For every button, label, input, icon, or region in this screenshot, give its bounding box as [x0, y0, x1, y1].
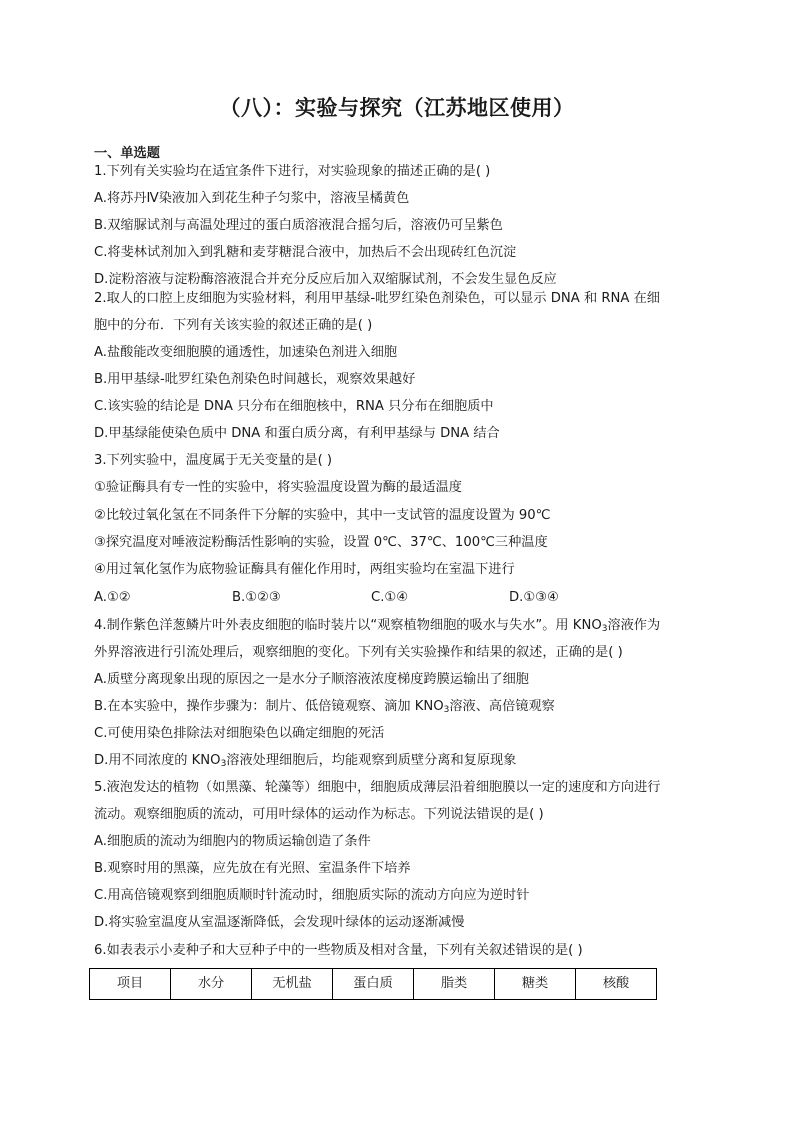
question-3-item-3: ③探究温度对唾液淀粉酶活性影响的实验，设置 0℃、37℃、100℃三种温度	[94, 535, 548, 550]
question-3-option-b: B.①②③	[232, 590, 281, 605]
question-2-stem-line1: 2.取人的口腔上皮细胞为实验材料，利用甲基绿-吡罗红染色剂染色，可以显示 DNA 和 RNA 在细	[94, 291, 660, 306]
question-1-option-b: B.双缩脲试剂与高温处理过的蛋白质溶液混合摇匀后，溶液仍可呈紫色	[94, 218, 503, 233]
question-2-option-d: D.甲基绿能使染色质中 DNA 和蛋白质分离，有利甲基绿与 DNA 结合	[94, 426, 500, 441]
question-5-stem-line2: 流动。观察细胞质的流动，可用叶绿体的运动作为标志。下列说法错误的是( )	[94, 807, 544, 822]
table-header-cell: 水分	[171, 969, 252, 1000]
table-header-cell: 核酸	[576, 969, 657, 1000]
page-title: （八）：实验与探究（江苏地区使用）	[219, 95, 575, 120]
subscript: 3	[220, 759, 227, 769]
question-2-stem-line2: 胞中的分布．下列有关该实验的叙述正确的是( )	[94, 318, 373, 333]
option-d-text: D.用不同浓度的 KNO	[94, 753, 221, 768]
question-4-stem-text: 4.制作紫色洋葱鳞片叶外表皮细胞的临时装片以“观察植物细胞的吸水与失水”。用 KNO	[94, 618, 602, 633]
question-1-option-c: C.将斐林试剂加入到乳糖和麦芽糖混合液中，加热后不会出现砖红色沉淀	[94, 245, 517, 260]
question-4-option-c: C.可使用染色排除法对细胞染色以确定细胞的死活	[94, 726, 385, 741]
question-3-option-c: C.①④	[371, 590, 409, 605]
question-3-item-4: ④用过氧化氢作为底物验证酶具有催化作用时，两组实验均在室温下进行	[94, 562, 515, 577]
question-6-stem: 6.如表表示小麦种子和大豆种子中的一些物质及相对含量，下列有关叙述错误的是( )	[94, 943, 583, 958]
question-5-option-c: C.用高倍镜观察到细胞质顺时针流动时，细胞质实际的流动方向应为逆时针	[94, 888, 530, 903]
option-b-text: B.在本实验中，操作步骤为：制片、低倍镜观察、滴加 KNO	[94, 699, 444, 714]
data-table	[89, 968, 657, 1000]
question-5-option-a: A.细胞质的流动为细胞内的物质运输创造了条件	[94, 834, 371, 849]
subscript: 3	[443, 705, 450, 715]
table-header-cell: 无机盐	[252, 969, 333, 1000]
question-2-option-c: C.该实验的结论是 DNA 只分布在细胞核中，RNA 只分布在细胞质中	[94, 399, 494, 414]
question-4-option-b	[94, 698, 555, 716]
question-4-stem-line1	[94, 617, 660, 635]
question-4-stem-text-end: 溶液作为	[607, 618, 661, 633]
question-1-option-a: A.将苏丹Ⅳ染液加入到花生种子匀浆中，溶液呈橘黄色	[94, 191, 410, 206]
table-header-cell: 蛋白质	[333, 969, 414, 1000]
question-3-item-1: ①验证酶具有专一性的实验中，将实验温度设置为酶的最适温度	[94, 480, 462, 495]
subscript: 3	[601, 624, 608, 634]
question-5-option-b: B.观察时用的黑藻，应先放在有光照、室温条件下培养	[94, 861, 411, 876]
question-4-option-a: A.质壁分离现象出现的原因之一是水分子顺溶液浓度梯度跨膜运输出了细胞	[94, 672, 529, 687]
question-4-option-d	[94, 752, 516, 770]
option-d-text-end: 溶液处理细胞后，均能观察到质壁分离和复原现象	[226, 753, 517, 768]
question-2-option-b: B.用甲基绿-吡罗红染色剂染色时间越长，观察效果越好	[94, 372, 416, 387]
question-1-option-d: D.淀粉溶液与淀粉酶溶液混合并充分反应后加入双缩脲试剂，不会发生显色反应	[94, 272, 557, 287]
question-4-stem-line2: 外界溶液进行引流处理后，观察细胞的变化。下列有关实验操作和结果的叙述，正确的是( )	[94, 645, 623, 660]
option-b-text-end: 溶液、高倍镜观察	[449, 699, 555, 714]
section-heading: 一、单选题	[94, 146, 160, 161]
question-1-stem: 1.下列有关实验均在适宜条件下进行，对实验现象的描述正确的是( )	[94, 164, 491, 179]
question-2-option-a: A.盐酸能改变细胞膜的通透性，加速染色剂进入细胞	[94, 345, 398, 360]
table-header-cell: 脂类	[414, 969, 495, 1000]
table-header-cell: 项目	[90, 969, 171, 1000]
table-header-row	[90, 969, 657, 1000]
question-5-option-d: D.将实验室温度从室温逐渐降低，会发现叶绿体的运动逐渐减慢	[94, 915, 465, 930]
question-3-option-a: A.①②	[94, 590, 131, 605]
question-3-item-2: ②比较过氧化氢在不同条件下分解的实验中，其中一支试管的温度设置为 90℃	[94, 508, 551, 523]
question-5-stem-line1: 5.液泡发达的植物（如黑藻、轮藻等）细胞中，细胞质成薄层沿着细胞膜以一定的速度和方向进行	[94, 780, 661, 795]
question-3-option-d: D.①③④	[509, 590, 559, 605]
table-header-cell: 糖类	[495, 969, 576, 1000]
question-3-stem: 3.下列实验中，温度属于无关变量的是( )	[94, 453, 333, 468]
